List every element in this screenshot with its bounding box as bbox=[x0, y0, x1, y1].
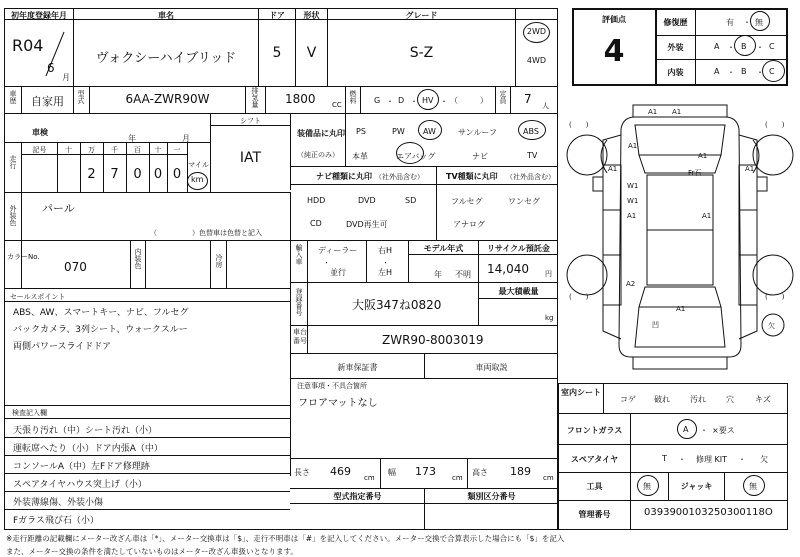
sales-point-line: 両側パワースライドドア bbox=[13, 342, 112, 352]
cc-unit: CC bbox=[332, 101, 342, 109]
footer-note-2: また、メーター交換の条件を満たしていないものはメーター改ざん車扱いとなります。 bbox=[6, 547, 298, 556]
notes-value: フロアマットなし bbox=[298, 398, 378, 409]
unit-label-hyaku: 百 bbox=[134, 146, 141, 154]
exterior-score-label: 外装 bbox=[667, 43, 684, 52]
ext-a: A bbox=[714, 42, 720, 51]
tv-analog: アナログ bbox=[453, 220, 485, 229]
equip-aw: AW bbox=[423, 127, 436, 136]
door-label: ドア bbox=[269, 11, 285, 20]
spare-t: T bbox=[662, 454, 667, 463]
unit-label-sen: 千 bbox=[111, 146, 118, 154]
recycle-label: リサイクル預託金 bbox=[487, 244, 550, 253]
inspection-year-unit: 年 bbox=[128, 134, 136, 143]
inspection-label: 車検 bbox=[32, 128, 48, 137]
tv-type-sub: （社外品含む） bbox=[506, 173, 555, 181]
unit-label-man: 万 bbox=[88, 146, 95, 154]
drive-4wd: 4WD bbox=[526, 56, 547, 65]
navi-dvd: DVD bbox=[358, 196, 376, 205]
windshield-replace: ×要ス bbox=[712, 426, 735, 435]
mileage-digit: 2 bbox=[87, 167, 96, 182]
shift-value: IAT bbox=[239, 150, 262, 166]
defect-mark: W1 bbox=[627, 197, 639, 205]
fuel-hv: HV bbox=[422, 96, 434, 105]
color-no-label: カラーNo. bbox=[7, 253, 40, 261]
unit-label-juu: 十 bbox=[154, 146, 162, 154]
ac-label: 冷房 bbox=[215, 254, 223, 268]
yen-unit: 円 bbox=[545, 270, 552, 278]
inspector-line: Fガラス飛び石（小） bbox=[13, 516, 99, 526]
windshield-dot: ・ bbox=[700, 426, 708, 435]
import-dealer: ディーラー bbox=[318, 246, 358, 255]
defect-mark: 凹 bbox=[652, 321, 659, 329]
defect-mark: 欠 bbox=[768, 322, 775, 330]
defect-mark: A1 bbox=[745, 165, 755, 173]
mileage-label: 走行 bbox=[9, 155, 17, 169]
chassis-label: 車台番号 bbox=[293, 328, 307, 345]
navi-cd: CD bbox=[310, 219, 322, 228]
defect-mark: A1 bbox=[702, 212, 712, 220]
chassis-value: ZWR90-8003019 bbox=[382, 333, 484, 347]
spare-dot: ・ bbox=[678, 455, 686, 464]
seat-hole: 穴 bbox=[726, 395, 734, 404]
import-right-h: 右H bbox=[378, 246, 393, 255]
kg-unit: kg bbox=[545, 314, 554, 322]
first-reg-month: 6 bbox=[47, 61, 55, 75]
sales-point-line: ABS、AW、スマートキー、ナビ、フルセグ bbox=[13, 308, 189, 318]
defect-mark: A1 bbox=[676, 305, 686, 313]
auction-sheet: 初年度登録年月 車名 ドア 形状 グレード R04 6 月 ヴォクシーハイブリッド 5 V S-Z 2WD 4WD 車歴 自家用 型式 6AA-ZWR90W 排気量 1800 CC 燃料 G ・ D ・ HV ・ （ ） 定員 7 人 車検 年 月 シフト IAT 走行 記号 十 万 千 百 十 一 2 7 0 0 0 マイル km 装備品に丸印 （純正のみ） PS PW AW サンルーフ ABS 本革 エアバッグ ナビ TV ナビ種類に丸印 （社外品含む） TV種類に丸印 （社外品含む） HDD DVD SD CD DVD再生可 フルセグ ワンセグ アナログ 外装色 パール （ ）色替車は色替と記入 カラーNo. 070 内装色 冷房 輸入車 ディーラー 並行 ・ 右H ・ 左H モデル年式 年 不明 リサイクル預託金 14,040 円 セールスポイント ABS、AW、スマートキー、ナビ、フルセグ バックカメラ、3列シート、ウォークスルー 両側パワースライドドア 登録番号 大阪347ね0820 最大積載量 kg 車台番号 ZWR90-8003019 新車保証書 車両取説 注意事項・不具合箇所 フロアマットなし 検査記入欄 天張り汚れ（中）シート汚れ（小） 運転席へたり（小）ドア内張A（中） コンソールA（中）左Fドア修理跡 スペアタイヤハウス突上げ（小） 外装薄線傷、外装小傷 Fガラス飛び石（小） 長さ 469 cm 幅 173 cm 高さ 189 cm 型式指定番号 類別区分番号 評価点 4 修復歴 有 ・ 無 外装 A ・ B ・ C 内装 A ・ B ・ C ( ) ( ) ( ) ( ) A1 A1 A1 A1 A1 A1 W1 W1 A1 A1 A2 A1 凹 Fr石 欠 室内シート コゲ 破れ 汚れ 穴 キズ フロントガラス A ・ ×要ス スペアタイヤ T ・ 修理 KIT ・ 欠 工具 無 ジャッキ 無 管理番号 0393900103250300118O ※走行距離の記載欄にメーター改ざん車は「*」、メーター交換車は「$」、走行不明車は「#」を記入してください。メーター交換で合算表示した場合にも「$」を記入 また、メーター交換の条件を満たしていないものはメーター改ざん車扱いとなります。 bbox=[0, 0, 800, 557]
seat-burn: コゲ bbox=[620, 395, 636, 404]
color-change-note: （ ）色替車は色替と記入 bbox=[150, 229, 262, 237]
mileage-digit: 0 bbox=[172, 167, 182, 182]
fuel-close-paren: ） bbox=[480, 96, 488, 105]
unit-label-ichi: 一 bbox=[173, 146, 181, 154]
repair-history-label: 修復歴 bbox=[663, 18, 688, 27]
unit-label-10man: 十 bbox=[65, 146, 72, 154]
max-load-label: 最大積載量 bbox=[498, 287, 539, 296]
management-no-value: 0393900103250300118O bbox=[644, 507, 773, 518]
model-code: 6AA-ZWR90W bbox=[125, 92, 210, 106]
svg-text:( ): ( ) bbox=[569, 293, 589, 301]
km-label: km bbox=[191, 175, 204, 184]
navi-type-label: ナビ種類に丸印 bbox=[316, 172, 372, 181]
equipment-sublabel: （純正のみ） bbox=[297, 151, 339, 159]
equip-abs: ABS bbox=[523, 127, 539, 136]
jack-label: ジャッキ bbox=[680, 482, 713, 491]
tools-label: 工具 bbox=[586, 482, 603, 491]
ext-dot: ・ bbox=[756, 43, 764, 52]
grade-label: グレード bbox=[405, 11, 438, 20]
fuel-open-paren: （ bbox=[450, 96, 458, 105]
inspector-line: 外装薄線傷、外装小傷 bbox=[13, 498, 104, 508]
jack-value: 無 bbox=[749, 482, 757, 491]
svg-text:( ): ( ) bbox=[765, 121, 785, 129]
notes-label: 注意事項・不具合箇所 bbox=[297, 382, 367, 390]
tv-fullseg: フルセグ bbox=[451, 197, 483, 206]
sales-point-line: バックカメラ、3列シート、ウォークスルー bbox=[13, 325, 188, 335]
tv-oneseg: ワンセグ bbox=[508, 197, 540, 206]
sales-points-label: セールスポイント bbox=[10, 293, 66, 301]
defect-mark: A1 bbox=[698, 152, 708, 160]
defect-mark: A1 bbox=[672, 108, 682, 116]
registration-label: 登録番号 bbox=[295, 288, 303, 316]
registration-value: 大阪347ね0820 bbox=[352, 298, 442, 312]
inspection-month-unit: 月 bbox=[182, 134, 190, 143]
int-a: A bbox=[714, 67, 720, 76]
windshield-a: A bbox=[683, 425, 689, 434]
shape-value: V bbox=[306, 45, 317, 61]
shift-label: シフト bbox=[240, 117, 261, 125]
interior-color-label: 内装色 bbox=[134, 248, 142, 269]
seat-stain: 汚れ bbox=[690, 395, 706, 404]
seat-tear: 破れ bbox=[654, 395, 670, 404]
svg-text:( ): ( ) bbox=[765, 293, 785, 301]
car-name-value: ヴォクシーハイブリッド bbox=[95, 51, 237, 66]
car-name-label: 車名 bbox=[158, 11, 174, 20]
equip-navi: ナビ bbox=[472, 152, 488, 161]
repair-no: 無 bbox=[755, 18, 763, 27]
mileage-record-label: 記号 bbox=[32, 146, 47, 154]
equipment-label: 装備品に丸印 bbox=[297, 129, 345, 138]
defect-mark: A1 bbox=[608, 165, 618, 173]
height-unit: cm bbox=[543, 474, 554, 482]
width-unit: cm bbox=[452, 474, 463, 482]
import-left-h: 左H bbox=[378, 268, 393, 277]
first-reg-era: R04 bbox=[12, 36, 44, 55]
inspector-line: 天張り汚れ（中）シート汚れ（小） bbox=[13, 426, 158, 436]
int-dot: ・ bbox=[727, 68, 735, 77]
mileage-digit: 0 bbox=[153, 167, 163, 182]
ext-b: B bbox=[741, 42, 747, 51]
model-year-label: モデル年式 bbox=[423, 244, 464, 253]
category-label: 類別区分番号 bbox=[467, 492, 516, 501]
tv-type-label: TV種類に丸印 bbox=[446, 172, 498, 181]
rating-value: 4 bbox=[603, 34, 625, 69]
equip-tv: TV bbox=[527, 151, 538, 160]
spare-tire-label: スペアタイヤ bbox=[570, 455, 619, 464]
equip-pw: PW bbox=[392, 127, 405, 136]
usage-label: 車歴 bbox=[9, 90, 17, 104]
inspector-label: 検査記入欄 bbox=[12, 409, 47, 417]
import-label: 輸入車 bbox=[295, 244, 303, 265]
mileage-digit: 7 bbox=[110, 167, 119, 182]
defect-mark: A1 bbox=[628, 142, 638, 150]
defect-mark: W1 bbox=[627, 182, 639, 190]
navi-type-sub: （社外品含む） bbox=[375, 173, 424, 181]
inspector-line: スペアタイヤハウス突上げ（小） bbox=[13, 480, 147, 490]
equip-leather: 本革 bbox=[352, 152, 368, 161]
height-value: 189 bbox=[510, 465, 531, 478]
displacement-value: 1800 bbox=[285, 92, 316, 106]
mileage-digit: 0 bbox=[133, 167, 142, 182]
model-year-unit: 年 bbox=[434, 270, 442, 279]
model-year-unknown: 不明 bbox=[455, 270, 471, 279]
fuel-g: G bbox=[374, 96, 381, 105]
equip-airbag: エアバッグ bbox=[396, 152, 436, 161]
length-label: 長さ bbox=[294, 468, 310, 477]
equip-ps: PS bbox=[356, 127, 366, 136]
footer-note-1: ※走行距離の記載欄にメーター改ざん車は「*」、メーター交換車は「$」、走行不明車は「#」を記入してください。メーター交換で合算表示した場合にも「$」を記入 bbox=[6, 534, 565, 543]
import-parallel: 並行 bbox=[330, 268, 346, 277]
shape-label: 形状 bbox=[303, 11, 320, 20]
int-dot: ・ bbox=[756, 68, 764, 77]
doors-value: 5 bbox=[272, 45, 282, 61]
ext-dot: ・ bbox=[727, 43, 735, 52]
type-designation-label: 型式指定番号 bbox=[333, 492, 382, 501]
ext-color-value: パール bbox=[42, 202, 75, 215]
ext-color-label: 外装色 bbox=[9, 205, 17, 226]
defect-mark: A2 bbox=[626, 280, 636, 288]
fuel-label: 燃料 bbox=[349, 90, 357, 104]
spare-missing: 欠 bbox=[760, 455, 768, 464]
displacement-label: 排気量 bbox=[251, 87, 259, 108]
width-label: 幅 bbox=[388, 468, 396, 477]
car-body-diagram bbox=[565, 95, 795, 375]
mile-label: マイル bbox=[188, 161, 209, 169]
inspector-line: コンソールA（中）左Fドア修理跡 bbox=[13, 462, 150, 472]
first-reg-label: 初年度登録年月 bbox=[11, 11, 67, 20]
management-no-label: 管理番号 bbox=[578, 510, 611, 519]
ext-c: C bbox=[769, 42, 775, 51]
navi-hdd: HDD bbox=[307, 196, 326, 205]
windshield-label: フロントガラス bbox=[566, 426, 623, 435]
tools-value: 無 bbox=[643, 482, 651, 491]
capacity-value: 7 bbox=[524, 92, 532, 106]
defect-mark: A1 bbox=[648, 108, 658, 116]
inspector-line: 運転席へたり（小）ドア内張A（中） bbox=[13, 444, 163, 454]
repair-dot: ・ bbox=[743, 18, 751, 27]
fuel-d: D bbox=[398, 96, 405, 105]
usage-value: 自家用 bbox=[31, 95, 64, 108]
spare-dot: ・ bbox=[738, 455, 746, 464]
length-unit: cm bbox=[364, 474, 375, 482]
height-label: 高さ bbox=[472, 468, 488, 477]
repair-yes: 有 bbox=[726, 18, 734, 27]
defect-mark: Fr石 bbox=[688, 169, 702, 177]
model-label: 型式 bbox=[77, 90, 85, 104]
capacity-label: 定員 bbox=[499, 90, 507, 104]
manual-label: 車両取説 bbox=[475, 363, 508, 372]
equip-sunroof: サンルーフ bbox=[458, 128, 497, 137]
recycle-value: 14,040 bbox=[487, 262, 529, 276]
int-c: C bbox=[769, 67, 775, 76]
svg-text:( ): ( ) bbox=[569, 121, 589, 129]
width-value: 173 bbox=[415, 465, 436, 478]
drive-2wd: 2WD bbox=[526, 27, 547, 36]
navi-dvd-play: DVD再生可 bbox=[346, 220, 388, 229]
color-no-value: 070 bbox=[64, 260, 87, 274]
navi-sd: SD bbox=[405, 196, 417, 205]
grade-value: S-Z bbox=[409, 45, 434, 61]
capacity-unit: 人 bbox=[542, 102, 549, 110]
spare-kit: 修理 KIT bbox=[696, 455, 728, 464]
month-unit: 月 bbox=[62, 73, 70, 82]
seat-scratch: キズ bbox=[755, 395, 771, 404]
interior-score-label: 内装 bbox=[667, 68, 684, 77]
rating-label: 評価点 bbox=[602, 15, 626, 24]
length-value: 469 bbox=[330, 465, 351, 478]
defect-mark: A1 bbox=[627, 212, 637, 220]
int-b: B bbox=[741, 67, 747, 76]
warranty-label: 新車保証書 bbox=[337, 363, 378, 372]
interior-seat-label: 室内シート bbox=[561, 388, 601, 397]
